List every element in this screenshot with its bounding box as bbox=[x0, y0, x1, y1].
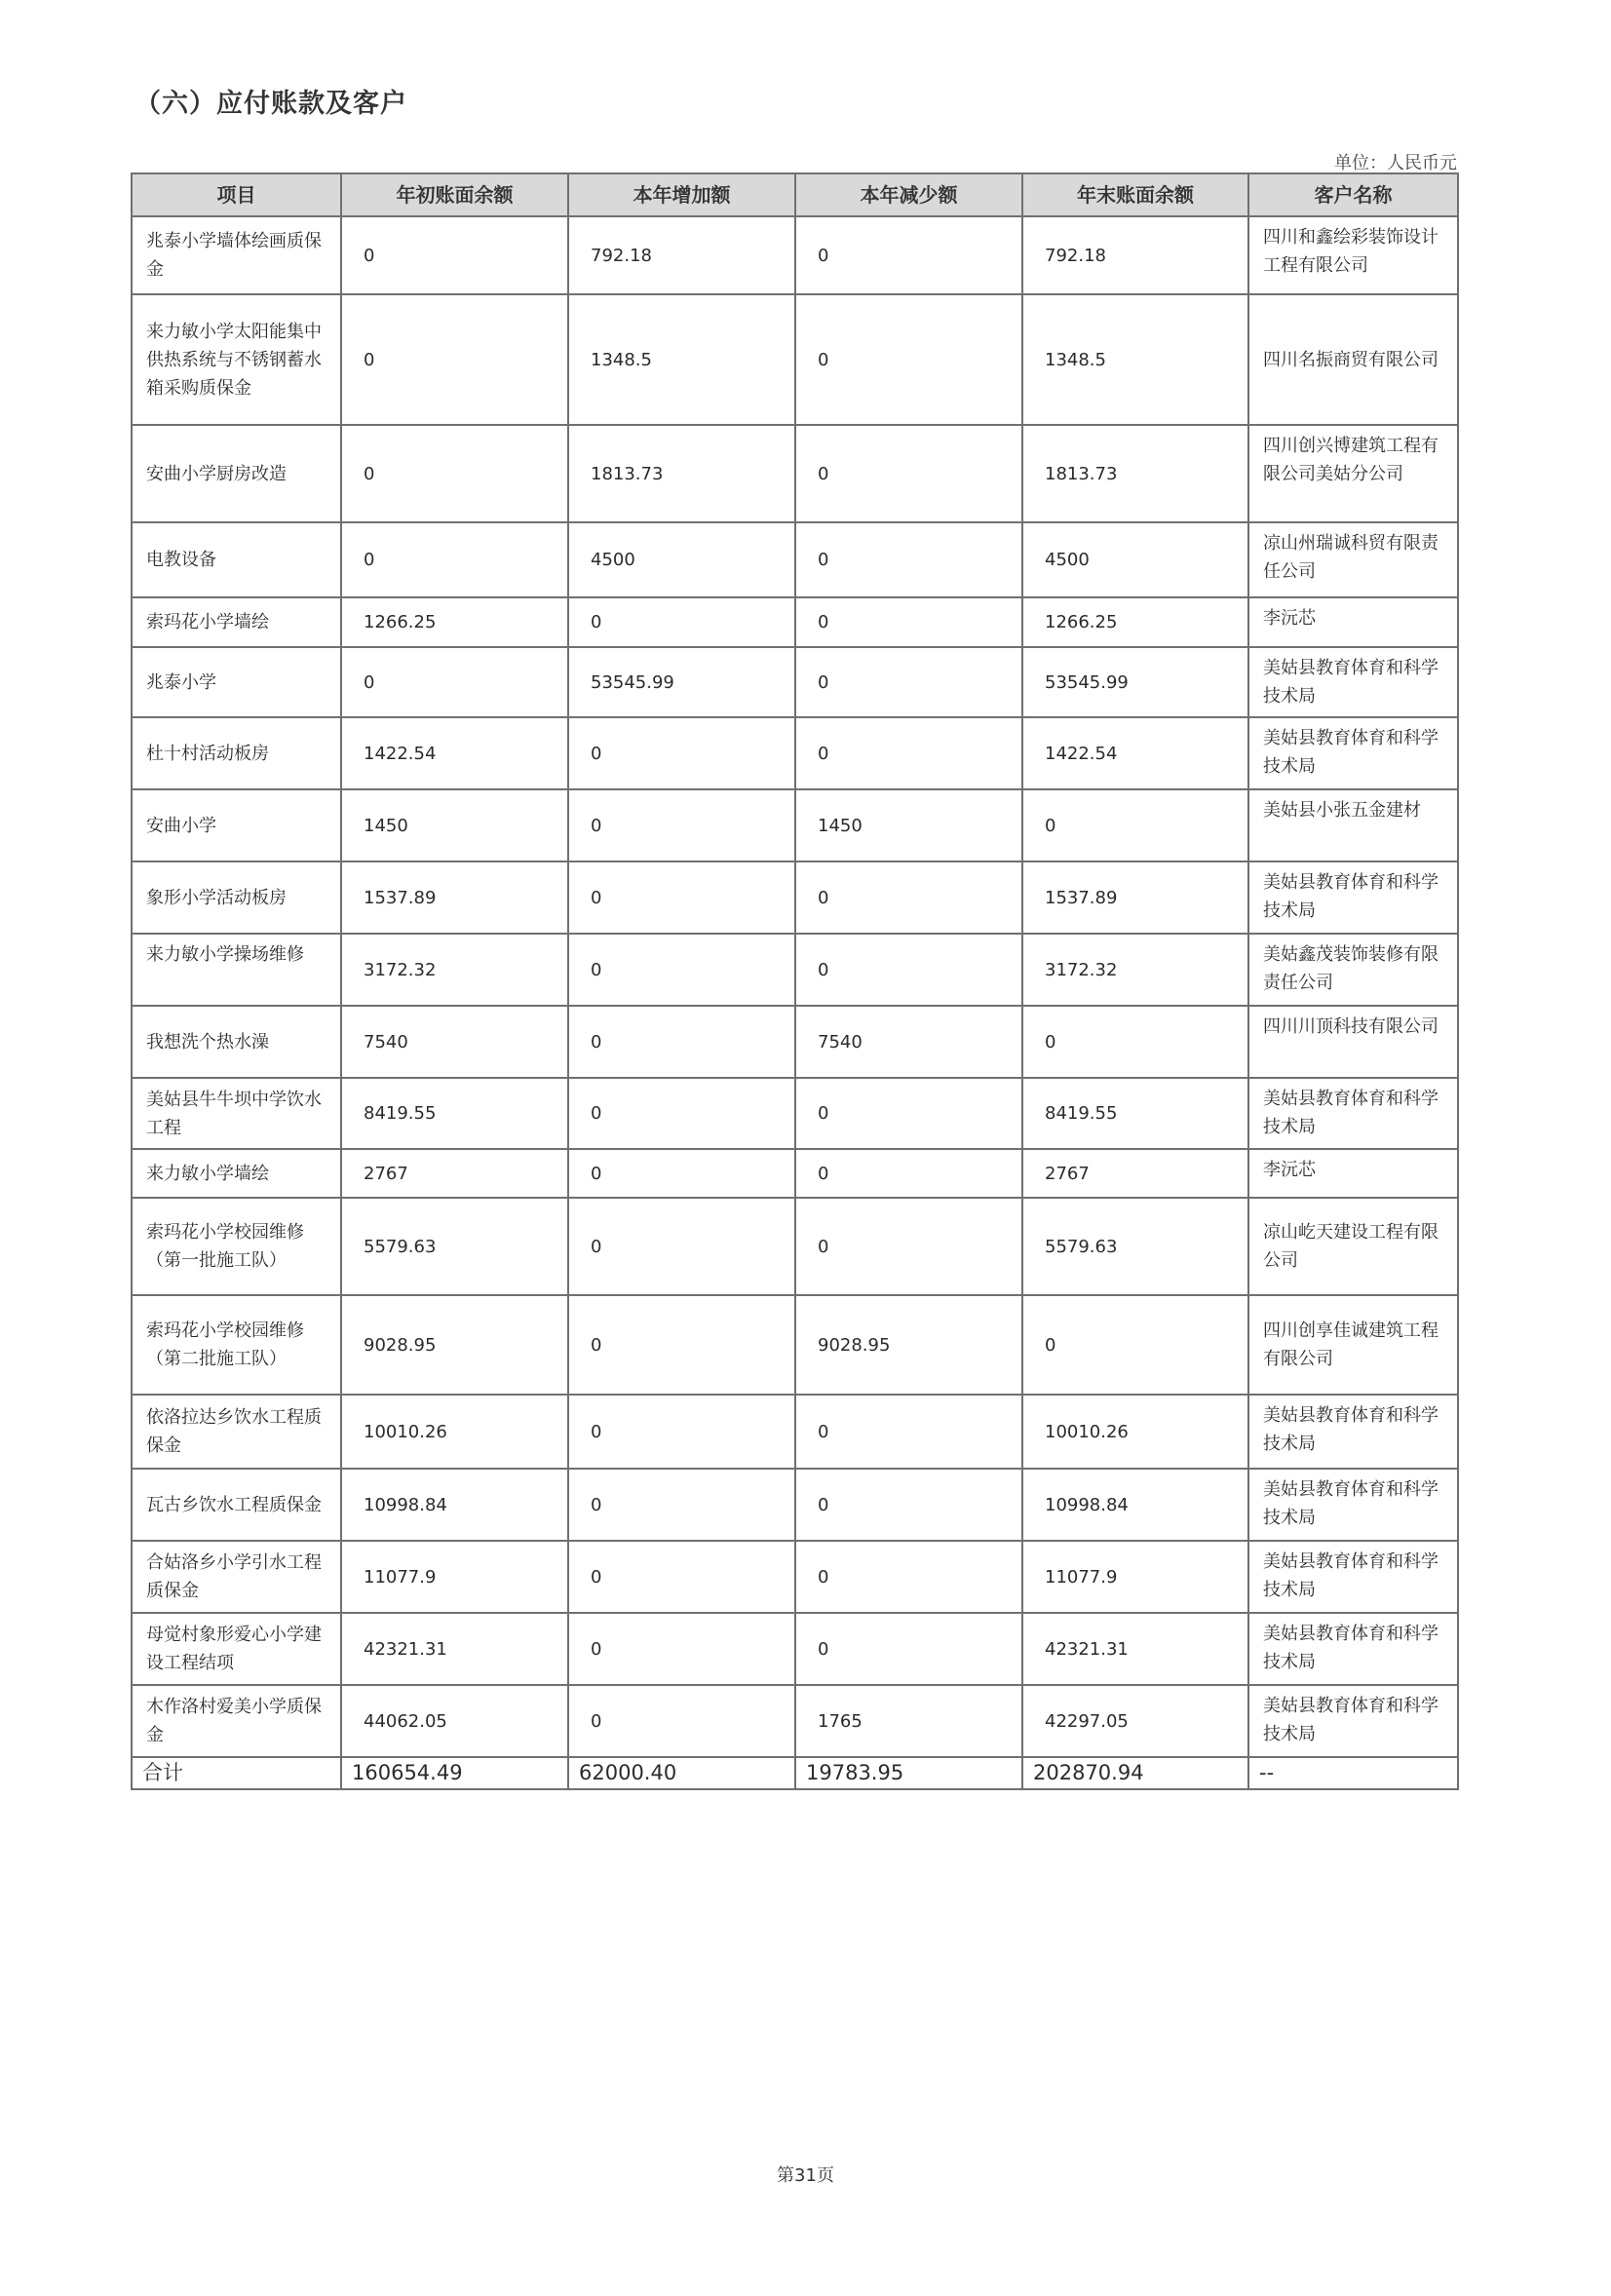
end-cell: 8419.55 bbox=[1022, 1078, 1248, 1149]
decrease-cell: 0 bbox=[795, 294, 1022, 425]
begin-cell: 11077.9 bbox=[341, 1541, 568, 1613]
end-cell: 10010.26 bbox=[1022, 1395, 1248, 1469]
customer-cell: 美姑县教育体育和科学技术局 bbox=[1248, 1613, 1458, 1685]
item-cell: 兆泰小学 bbox=[132, 647, 341, 717]
increase-cell: 0 bbox=[568, 1295, 795, 1395]
table-row bbox=[132, 1078, 1458, 1149]
item-cell: 安曲小学厨房改造 bbox=[132, 425, 341, 522]
customer-cell: 四川川顶科技有限公司 bbox=[1248, 1006, 1458, 1078]
total-row bbox=[132, 1757, 1458, 1789]
page-title: （六）应付账款及客户 bbox=[134, 89, 407, 119]
item-cell: 瓦古乡饮水工程质保金 bbox=[132, 1469, 341, 1541]
table-row bbox=[132, 934, 1458, 1006]
customer-cell: 四川创兴博建筑工程有限公司美姑分公司 bbox=[1248, 425, 1458, 522]
decrease-cell: 1765 bbox=[795, 1685, 1022, 1757]
begin-cell: 10998.84 bbox=[341, 1469, 568, 1541]
payables-table bbox=[131, 172, 1459, 1790]
item-cell: 来力敏小学操场维修 bbox=[132, 934, 341, 1006]
item-cell: 杜十村活动板房 bbox=[132, 717, 341, 789]
table-row bbox=[132, 1685, 1458, 1757]
decrease-cell: 0 bbox=[795, 1198, 1022, 1295]
end-cell: 1266.25 bbox=[1022, 597, 1248, 647]
decrease-cell: 0 bbox=[795, 717, 1022, 789]
unit-label: 单位：人民币元 bbox=[1334, 153, 1457, 173]
increase-cell: 1348.5 bbox=[568, 294, 795, 425]
increase-cell: 1813.73 bbox=[568, 425, 795, 522]
table-row bbox=[132, 597, 1458, 647]
end-cell: 4500 bbox=[1022, 522, 1248, 597]
item-cell: 安曲小学 bbox=[132, 789, 341, 861]
increase-cell: 0 bbox=[568, 717, 795, 789]
table-row bbox=[132, 647, 1458, 717]
increase-cell: 0 bbox=[568, 1469, 795, 1541]
decrease-cell: 0 bbox=[795, 934, 1022, 1006]
increase-cell: 53545.99 bbox=[568, 647, 795, 717]
decrease-cell: 0 bbox=[795, 1469, 1022, 1541]
end-cell: 5579.63 bbox=[1022, 1198, 1248, 1295]
customer-cell: 四川创享佳诚建筑工程有限公司 bbox=[1248, 1295, 1458, 1395]
header-increase: 本年增加额 bbox=[568, 173, 795, 216]
end-cell: 1348.5 bbox=[1022, 294, 1248, 425]
table-row bbox=[132, 1395, 1458, 1469]
increase-cell: 0 bbox=[568, 789, 795, 861]
item-cell: 来力敏小学太阳能集中供热系统与不锈钢蓄水箱采购质保金 bbox=[132, 294, 341, 425]
begin-cell: 2767 bbox=[341, 1149, 568, 1198]
table-row bbox=[132, 717, 1458, 789]
table-row bbox=[132, 1469, 1458, 1541]
increase-cell: 0 bbox=[568, 1198, 795, 1295]
item-cell: 来力敏小学墙绘 bbox=[132, 1149, 341, 1198]
table-header-row bbox=[132, 173, 1458, 216]
table-row bbox=[132, 1295, 1458, 1395]
item-cell: 索玛花小学校园维修（第一批施工队） bbox=[132, 1198, 341, 1295]
customer-cell: 四川和鑫绘彩装饰设计工程有限公司 bbox=[1248, 216, 1458, 294]
increase-cell: 0 bbox=[568, 1006, 795, 1078]
table-row bbox=[132, 1149, 1458, 1198]
begin-cell: 9028.95 bbox=[341, 1295, 568, 1395]
table-row bbox=[132, 522, 1458, 597]
decrease-cell: 1450 bbox=[795, 789, 1022, 861]
header-end-balance: 年末账面余额 bbox=[1022, 173, 1248, 216]
customer-cell: 美姑县教育体育和科学技术局 bbox=[1248, 1541, 1458, 1613]
end-cell: 3172.32 bbox=[1022, 934, 1248, 1006]
begin-cell: 3172.32 bbox=[341, 934, 568, 1006]
begin-cell: 10010.26 bbox=[341, 1395, 568, 1469]
customer-cell: 美姑县教育体育和科学技术局 bbox=[1248, 1469, 1458, 1541]
item-cell: 索玛花小学校园维修（第二批施工队） bbox=[132, 1295, 341, 1395]
end-cell: 0 bbox=[1022, 1295, 1248, 1395]
total-end: 202870.94 bbox=[1022, 1757, 1248, 1789]
increase-cell: 0 bbox=[568, 934, 795, 1006]
decrease-cell: 9028.95 bbox=[795, 1295, 1022, 1395]
customer-cell: 李沅芯 bbox=[1248, 597, 1458, 647]
table-row bbox=[132, 216, 1458, 294]
increase-cell: 0 bbox=[568, 1685, 795, 1757]
customer-cell: 美姑县教育体育和科学技术局 bbox=[1248, 1395, 1458, 1469]
customer-cell: 美姑县小张五金建材 bbox=[1248, 789, 1458, 861]
begin-cell: 44062.05 bbox=[341, 1685, 568, 1757]
decrease-cell: 0 bbox=[795, 1541, 1022, 1613]
decrease-cell: 0 bbox=[795, 425, 1022, 522]
decrease-cell: 0 bbox=[795, 1078, 1022, 1149]
page-number: 第31页 bbox=[777, 2165, 834, 2186]
begin-cell: 0 bbox=[341, 647, 568, 717]
item-cell: 母觉村象形爱心小学建设工程结项 bbox=[132, 1613, 341, 1685]
decrease-cell: 0 bbox=[795, 522, 1022, 597]
begin-cell: 7540 bbox=[341, 1006, 568, 1078]
increase-cell: 0 bbox=[568, 1395, 795, 1469]
increase-cell: 4500 bbox=[568, 522, 795, 597]
table-row bbox=[132, 1198, 1458, 1295]
begin-cell: 0 bbox=[341, 425, 568, 522]
header-begin-balance: 年初账面余额 bbox=[341, 173, 568, 216]
header-customer: 客户名称 bbox=[1248, 173, 1458, 216]
begin-cell: 5579.63 bbox=[341, 1198, 568, 1295]
increase-cell: 792.18 bbox=[568, 216, 795, 294]
total-customer: -- bbox=[1248, 1757, 1458, 1789]
customer-cell: 美姑县教育体育和科学技术局 bbox=[1248, 717, 1458, 789]
end-cell: 11077.9 bbox=[1022, 1541, 1248, 1613]
item-cell: 索玛花小学墙绘 bbox=[132, 597, 341, 647]
end-cell: 42297.05 bbox=[1022, 1685, 1248, 1757]
customer-cell: 美姑鑫茂装饰装修有限责任公司 bbox=[1248, 934, 1458, 1006]
item-cell: 木作洛村爱美小学质保金 bbox=[132, 1685, 341, 1757]
item-cell: 美姑县牛牛坝中学饮水工程 bbox=[132, 1078, 341, 1149]
decrease-cell: 0 bbox=[795, 1149, 1022, 1198]
item-cell: 依洛拉达乡饮水工程质保金 bbox=[132, 1395, 341, 1469]
customer-cell: 美姑县教育体育和科学技术局 bbox=[1248, 1685, 1458, 1757]
end-cell: 1422.54 bbox=[1022, 717, 1248, 789]
begin-cell: 0 bbox=[341, 294, 568, 425]
customer-cell: 四川名振商贸有限公司 bbox=[1248, 294, 1458, 425]
increase-cell: 0 bbox=[568, 1613, 795, 1685]
begin-cell: 0 bbox=[341, 522, 568, 597]
begin-cell: 1450 bbox=[341, 789, 568, 861]
customer-cell: 凉山州瑞诚科贸有限责任公司 bbox=[1248, 522, 1458, 597]
decrease-cell: 0 bbox=[795, 1613, 1022, 1685]
table-row bbox=[132, 861, 1458, 934]
increase-cell: 0 bbox=[568, 1078, 795, 1149]
table-row bbox=[132, 789, 1458, 861]
total-begin: 160654.49 bbox=[341, 1757, 568, 1789]
begin-cell: 1537.89 bbox=[341, 861, 568, 934]
customer-cell: 凉山屹天建设工程有限公司 bbox=[1248, 1198, 1458, 1295]
table-row bbox=[132, 1541, 1458, 1613]
begin-cell: 1422.54 bbox=[341, 717, 568, 789]
end-cell: 42321.31 bbox=[1022, 1613, 1248, 1685]
decrease-cell: 0 bbox=[795, 1395, 1022, 1469]
total-decrease: 19783.95 bbox=[795, 1757, 1022, 1789]
header-decrease: 本年减少额 bbox=[795, 173, 1022, 216]
table-row bbox=[132, 425, 1458, 522]
end-cell: 10998.84 bbox=[1022, 1469, 1248, 1541]
end-cell: 792.18 bbox=[1022, 216, 1248, 294]
table-row bbox=[132, 1006, 1458, 1078]
end-cell: 53545.99 bbox=[1022, 647, 1248, 717]
begin-cell: 8419.55 bbox=[341, 1078, 568, 1149]
decrease-cell: 0 bbox=[795, 647, 1022, 717]
item-cell: 电教设备 bbox=[132, 522, 341, 597]
end-cell: 1537.89 bbox=[1022, 861, 1248, 934]
end-cell: 1813.73 bbox=[1022, 425, 1248, 522]
table-row bbox=[132, 294, 1458, 425]
header-item: 项目 bbox=[132, 173, 341, 216]
customer-cell: 美姑县教育体育和科学技术局 bbox=[1248, 861, 1458, 934]
item-cell: 合姑洛乡小学引水工程质保金 bbox=[132, 1541, 341, 1613]
decrease-cell: 7540 bbox=[795, 1006, 1022, 1078]
total-label: 合计 bbox=[132, 1757, 341, 1789]
item-cell: 我想洗个热水澡 bbox=[132, 1006, 341, 1078]
begin-cell: 42321.31 bbox=[341, 1613, 568, 1685]
customer-cell: 李沅芯 bbox=[1248, 1149, 1458, 1198]
increase-cell: 0 bbox=[568, 861, 795, 934]
begin-cell: 0 bbox=[341, 216, 568, 294]
increase-cell: 0 bbox=[568, 597, 795, 647]
total-increase: 62000.40 bbox=[568, 1757, 795, 1789]
item-cell: 兆泰小学墙体绘画质保金 bbox=[132, 216, 341, 294]
increase-cell: 0 bbox=[568, 1149, 795, 1198]
decrease-cell: 0 bbox=[795, 597, 1022, 647]
begin-cell: 1266.25 bbox=[341, 597, 568, 647]
item-cell: 象形小学活动板房 bbox=[132, 861, 341, 934]
increase-cell: 0 bbox=[568, 1541, 795, 1613]
table-row bbox=[132, 1613, 1458, 1685]
end-cell: 2767 bbox=[1022, 1149, 1248, 1198]
end-cell: 0 bbox=[1022, 789, 1248, 861]
customer-cell: 美姑县教育体育和科学技术局 bbox=[1248, 1078, 1458, 1149]
decrease-cell: 0 bbox=[795, 216, 1022, 294]
customer-cell: 美姑县教育体育和科学技术局 bbox=[1248, 647, 1458, 717]
end-cell: 0 bbox=[1022, 1006, 1248, 1078]
decrease-cell: 0 bbox=[795, 861, 1022, 934]
